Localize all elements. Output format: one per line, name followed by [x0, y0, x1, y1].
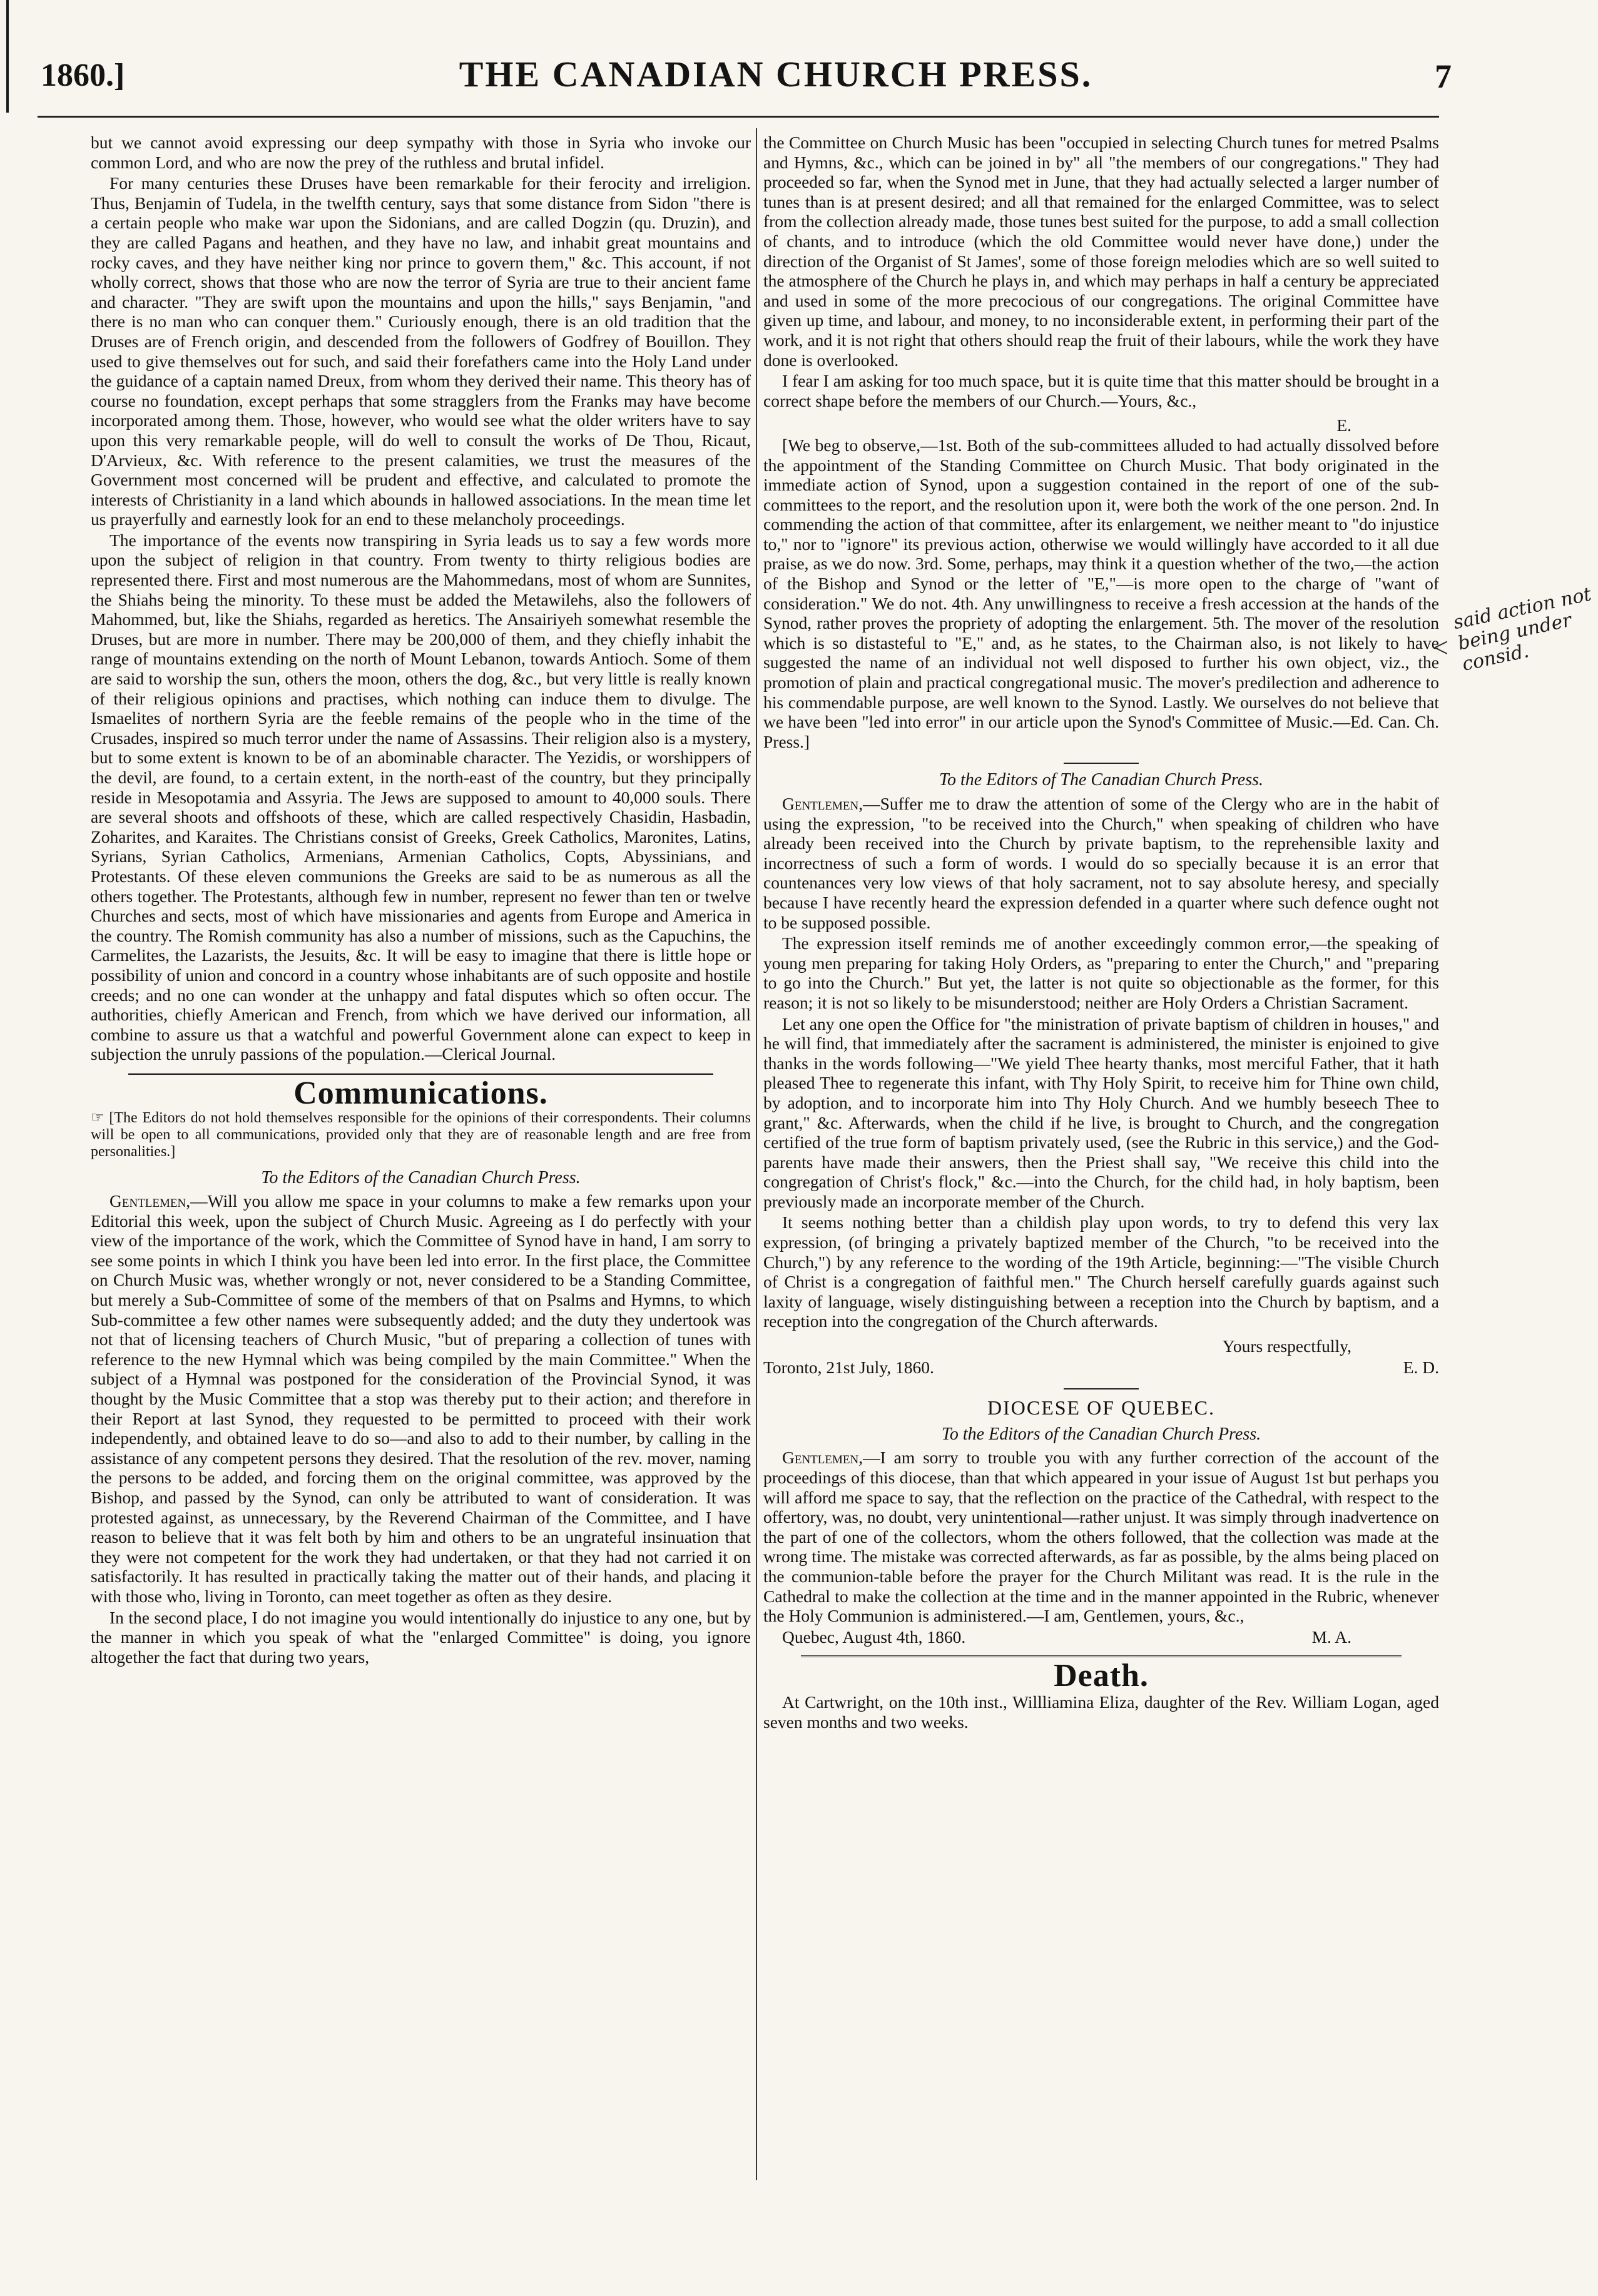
- letter-place-date: Quebec, August 4th, 1860.: [782, 1627, 966, 1647]
- death-heading: Death.: [1054, 1658, 1149, 1694]
- death-notice: At Cartwright, on the 10th inst., Willliamina Eliza, daughter of the Rev. William Logan, aged seven months and two weeks.: [763, 1692, 1439, 1732]
- editor-reply: [We beg to observe,—1st. Both of the sub-committees alluded to had actually dissolved before the appointment of the Standing Committee on Church Music. That body originated in the immediate action of Synod, upon a suggestion contained in the report of one of the sub-committees to the report, and the resolution upon it, were both the work of the one person. 2nd. In commending the action of that committee, after its enlargement, we neither meant to "do injustice to," nor to "ignore" its previous action, otherwise we would willingly have accorded to it all due praise, as we do now. 3rd. Some, perhaps, may think it a question whether of the two,—the action of the Bishop and Synod or the letter of "E,"—is more open to the charge of "want of consideration." We do not. 4th. Any unwillingness to receive a fresh accession at the hands of the Synod, rather proves the propriety of adopting the enlargement. 5th. The mover of the resolution which is so distasteful to "E," and, as he states, to the Chairman also, is not likely to have suggested the name of an individual not well disposed to further his own object, viz., the promotion of plain and practical congregational music. The mover's predilection and adherence to his commendable purpose, are well known to the Synod. Lastly. We ourselves do not believe that we have been "led into error" in our article upon the Synod's Committee of Music.—Ed. Can. Ch. Press.]: [763, 435, 1439, 751]
- pencil-bracket-mark: <: [1433, 632, 1448, 663]
- letter-signoff: [763, 1627, 1439, 1647]
- letter-closing: Yours respectfully,: [1222, 1336, 1351, 1356]
- diocese-heading: DIOCESE OF QUEBEC.: [987, 1396, 1215, 1420]
- issue-date: 1860.]: [41, 58, 125, 93]
- syria-paragraph: For many centuries these Druses have been remarkable for their ferocity and irreligion. Thus, Benjamin of Tudela, in the twelfth century, says that some distance from Sidon "there is a certain people who make war upon the Sidonians, and are called Dogzin (qu. Druzin), and they are called Pagans and heathen, and they have no law, and inhabit great mountains and rocky caves, and they have neither king nor prince to govern them," &c. This account, if not wholly correct, shows that those who are now the terror of Syria are true to their ancient fame and character. "They are swift upon the mountains and upon the hills," says Benjamin, "and there is no man who can conquer them." Curiously enough, there is an old tradition that the Druses are of French origin, and descended from the followers of Godfrey of Bouillon. They used to give themselves out for such, and said their forefathers came into the Holy Land under the guidance of a captain named Dreux, from whom they derived their name. This theory has of course no foundation, except perhaps that some stragglers from the Franks may have become incorporated among them. Those, however, who would see what the older writers have to say upon this very remarkable people, will do well to consult the works of De Thou, Ricaut, D'Arvieux, &c. With reference to the present calamities, we trust the measures of the Government most concerned will be prudent and effective, and calculated to promote the interests of Christianity in a land which abounds in hallowed associations. In the mean time let us prayerfully and earnestly look for an end to these melancholy proceedings.: [91, 173, 751, 529]
- letter-paragraph: It seems nothing better than a childish play upon words, to try to defend this very lax expression, (of bringing a privately baptized member of the Church, "to be received into the Church,") by any reference to the wording of the 19th Article, beginning:—"The visible Church of Christ is a congregation of faithful men." The Church herself carefully guards against such laxity of language, wisely distinguishing between a reception into the Church by baptism, and a reception into the congregation of the Church afterwards.: [763, 1212, 1439, 1331]
- letter-signature: E.: [1336, 415, 1351, 435]
- masthead: [13, 53, 1452, 103]
- letter-salutation: Gentlemen,: [109, 1191, 191, 1211]
- left-margin-rule: [6, 0, 9, 113]
- letter-paragraph: [763, 794, 1439, 932]
- letter-initials: E. D.: [1403, 1357, 1439, 1377]
- short-rule: [1064, 1388, 1139, 1389]
- letter-paragraph: The expression itself reminds me of another exceedingly common error,—the speaking of young men preparing for taking Holy Orders, as "preparing to enter the Church," and "preparing to go into the Church." But yet, the latter is not quite so objectionable as the former, for this reason; it is not so likely to be misunderstood; neither are Holy Orders a Christian Sacrament.: [763, 933, 1439, 1012]
- left-column: [91, 133, 751, 1668]
- section-rule: [801, 1655, 1402, 1657]
- letter-paragraph: Let any one open the Office for "the ministration of private baptism of children in houses," and he will find, that immediately after the sacrament is administered, the minister is enjoined to give thanks in the words following—"We yield Thee hearty thanks, most merciful Father, that it hath pleased Thee to regenerate this infant, with Thy Holy Spirit, to receive him for Thine own child, by adoption, and to incorporate him into Thy Holy Church. And we humbly beseech Thee to grant," &c. Afterwards, when the child if he live, is brought to Church, and the congregation certified of the true form of baptism privately used, (see the Rubric in this service,) and the God-parents have made their answers, then the Priest shall say, "We receive this child into the congregation of Christ's flock," &c.—into the Church, for the child had, in holy baptism, been previously made an incorporate member of the Church.: [763, 1013, 1439, 1211]
- letter-body: —Will you allow me space in your columns to make a few remarks upon your Editorial this week, upon the subject of Church Music. Agreeing as I do perfectly with your view of the importance of the work, which the Committee of Synod have in hand, I am sorry to see some points in which I think you have been led into error. In the first place, the Committee on Church Music was, whether wrongly or not, never considered to be a Standing Committee, but merely a Sub-Committee of some of the members of that on Psalms and Hymns, to which Sub-committee a few other names were subsequently added; and the duty they undertook was not that of licensing teachers of Church Music, "but of preparing a collection of tunes with reference to the new Hymnal which was being compiled by the main Committee." When the subject of a Hymnal was postponed for the consideration of the Provincial Synod, it was thought by the Music Committee that a stop was thereby put to their action; and therefore in their Report at last Synod, they requested to be permitted to proceed with their work independently, and obtained leave to do so—and also to add to their number, by calling in the assistance of any competent persons they desired. That the resolution of the rev. mover, naming the persons to be added, and forcing them on the original committee, was approved by the Bishop, and passed by the Synod, can only be attributed to want of consideration. It was protested against, as unnecessary, by the Reverend Chairman of the Committee, and I have reason to believe that it was felt both by him and others to be an ungrateful insinuation that they were not competent for the work they had undertaken, or that they had not carried it on satisfactorily. It has resulted in practically taking the matter out of their hands, and placing it with those who, living in Toronto, can meet together as often as they desire.: [91, 1191, 751, 1606]
- letter-address: To the Editors of the Canadian Church Press.: [941, 1424, 1261, 1444]
- section-rule: [128, 1073, 713, 1075]
- letter-address: To the Editors of The Canadian Church Press.: [939, 770, 1264, 790]
- letter-body: —Suffer me to draw the attention of some of the Clergy who are in the habit of using the expression, "to be received into the Church," when speaking of children who have already been received into the Church by private baptism, to the reprehensible laxity and incorrectness of such a form of words. I would do so specially because it is an error that countenances very low views of that holy sacrament, not to say absolute heresy, and specially because I have recently heard the expression defended in a quarter where such defence ought not to be supposed possible.: [763, 794, 1439, 932]
- letter-salutation: Gentlemen,: [782, 794, 863, 813]
- letter-paragraph: [91, 1191, 751, 1606]
- syria-paragraph: The importance of the events now transpiring in Syria leads us to say a few words more upon the subject of religion in that country. From twenty to thirty religious bodies are represented there. First and most numerous are the Mahommedans, most of whom are Sunnites, the Shiahs being the minority. To these must be added the Metawilehs, also the followers of Mahommed, but, like the Shiahs, regarded as heretics. The Ansairiyeh somewhat resemble the Druses, but are more in number. There may be 200,000 of them, and they chiefly inhabit the range of mountains extending on the north of Mount Lebanon, towards Antioch. Some of them are said to worship the sun, others the moon, others the dog, &c., but very little is really known of their religious opinions and practises, which nothing can induce them to divulge. The Ismaelites of northern Syria are the feeble remains of the people who in the time of the Crusades, inspired so much terror under the name of Assassins. Their religion also is a mystery, but to some extent is known to be of an abominable character. The Yezidis, or worshippers of the devil, are found, to a certain extent, in the north-east of the country, but they principally reside in Mesopotamia and Assyria. The Jews are supposed to amount to 40,000 souls. There are several shoots and offshoots of these, which are called respectively Chasidin, Hasbadin, Zoharites, and Karaites. The Christians consist of Greeks, Greek Catholics, Maronites, Latins, Syrians, Syrian Catholics, Armenians, Armenian Catholics, Copts, Abyssinians, and Protestants. Of these eleven communions the Greeks are said to be as numerous as all the others together. The Protestants, although few in number, represent no fewer than ten or twelve Churches and sects, most of which have missionaries and agents from Europe and America in the country. The Romish community has also a number of missions, such as the Capuchins, the Carmelites, the Lazarists, the Jesuits, &c. It will be easy to imagine that there is little hope or possibility of union and concord in a country whose inhabitants are of such opposite and hostile creeds; and no one can wonder at the unhappy and fatal disputes which so often occur. The authorities, chiefly American and French, from which we have derived our information, all combine to assure us that a watchful and powerful Government alone can expect to keep in subjection the unruly passions of the population.—Clerical Journal.: [91, 530, 751, 1064]
- page-number: 7: [1435, 58, 1452, 95]
- letter-signoff: [763, 1358, 1439, 1378]
- communications-heading: Communications.: [293, 1075, 548, 1111]
- letter-paragraph: the Committee on Church Music has been "occupied in selecting Church tunes for metred Psalms and Hymns, &c., which can be joined in by" all "the members of our congregations." They had proceeded so far, when the Synod met in June, that they had actually selected a larger number of tunes than is at present desired; and all that remained for the enlarged Committee, was to select from the collection already made, those tunes best suited for the purpose, to add a small collection of chants, and to introduce (which the old Committee would never have done,) under the direction of the Organist of St James', some of those foreign melodies which are so well suited to the atmosphere of the Church he plays in, and which may perhaps in half a century be appreciated and used in some of the more precocious of our congregations. The original Committee have given up time, and labour, and money, to no inconsiderable extent, in performing their part of the work, and it is not right that others should reap the fruit of their labours, while the work they have done is overlooked.: [763, 133, 1439, 370]
- syria-paragraph: but we cannot avoid expressing our deep sympathy with those in Syria who invoke our common Lord, and who are now the prey of the ruthless and brutal infidel.: [91, 133, 751, 172]
- letter-paragraph: [763, 1448, 1439, 1625]
- right-column: [763, 133, 1439, 1733]
- editor-disclaimer: ☞ [The Editors do not hold themselves responsible for the opinions of their correspondents. Their columns will be open to all communications, provided only that they are of reasonable length and are free from personalities.]: [91, 1109, 751, 1160]
- letter-initials: M. A.: [1311, 1627, 1351, 1647]
- header-rule: [38, 116, 1439, 118]
- short-rule: [1064, 763, 1139, 764]
- letter-body: —I am sorry to trouble you with any further correction of the account of the proceedings of this diocese, than that which appeared in your issue of August 1st but perhaps you will afford me space to say, that the reflection on the practice of the Cathedral, with respect to the offertory, was, no doubt, very unintentional—rather unjust. It was simply through inadvertence on the part of one of the collectors, whom the others followed, that the collection was made at the wrong time. The mistake was corrected afterwards, as far as possible, by the alms being placed on the communion-table before the prayer for the Church Militant was read. It is the rule in the Cathedral to make the collection at the time and in the manner appointed in the Rubric, whenever the Holy Communion is administered.—I am, Gentlemen, yours, &c.,: [763, 1448, 1439, 1626]
- newspaper-title: THE CANADIAN CHURCH PRESS.: [459, 54, 1093, 94]
- letter-place-date: Toronto, 21st July, 1860.: [763, 1357, 934, 1377]
- handwritten-margin-note: said action not being under consid.: [1451, 583, 1594, 676]
- letter-address: To the Editors of the Canadian Church Press.: [261, 1167, 581, 1187]
- column-divider: [756, 128, 757, 2180]
- letter-paragraph: In the second place, I do not imagine you would intentionally do injustice to any one, but by the manner in which you speak of what the "enlarged Committee" is doing, you ignore altogether the fact that during two years,: [91, 1607, 751, 1667]
- letter-salutation: Gentlemen,: [782, 1448, 863, 1468]
- letter-paragraph: I fear I am asking for too much space, but it is quite time that this matter should be brought in a correct shape before the members of our Church.—Yours, &c.,: [763, 371, 1439, 410]
